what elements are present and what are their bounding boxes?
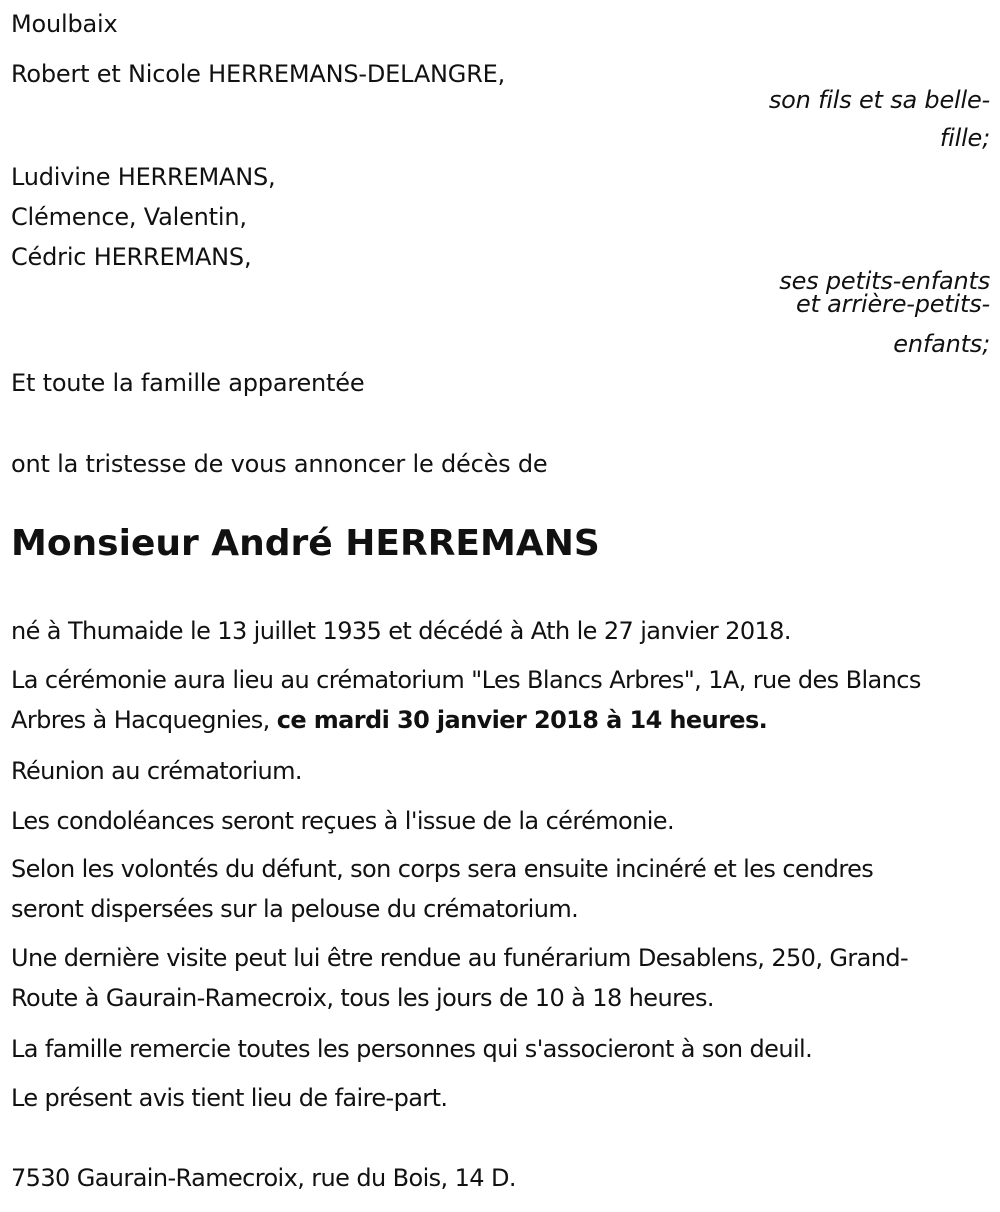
relation-label: et arrière-petits-: [795, 290, 990, 318]
extended-family: Et toute la famille apparentée: [11, 369, 365, 397]
ceremony: [11, 660, 971, 740]
birth-death: né à Thumaide le 13 juillet 1935 et décédé à Ath le 27 janvier 2018.: [11, 617, 791, 645]
location: Moulbaix: [11, 10, 118, 38]
family-member-name: Clémence, Valentin,: [11, 203, 247, 231]
family-member-name: Cédric HERREMANS,: [11, 243, 252, 271]
condolences: Les condoléances seront reçues à l'issue de la cérémonie.: [11, 807, 674, 835]
relation-label: son fils et sa belle-: [768, 86, 990, 114]
ceremony-text: La cérémonie aura lieu au crématorium "Les Blancs Arbres", 1A, rue des Blancs Arbres à Hacquegnies,: [11, 666, 921, 734]
deceased-name: Monsieur André HERREMANS: [11, 523, 600, 564]
wishes: Selon les volontés du défunt, son corps sera ensuite incinéré et les cendres seront dispersées sur la pelouse du crématorium.: [11, 855, 874, 923]
ceremony-date: ce mardi 30 janvier 2018 à 14 heures.: [276, 706, 768, 734]
relation-label: fille;: [939, 124, 990, 152]
family-member-name: Robert et Nicole HERREMANS-DELANGRE,: [11, 60, 506, 88]
relation-label: ses petits-enfants: [779, 267, 990, 295]
announcement: ont la tristesse de vous annoncer le décès de: [11, 450, 548, 478]
thanks: La famille remercie toutes les personnes qui s'associeront à son deuil.: [11, 1035, 813, 1063]
relation-label: enfants;: [893, 330, 990, 358]
meeting: Réunion au crématorium.: [11, 757, 302, 785]
family-member-name: Ludivine HERREMANS,: [11, 163, 276, 191]
notice: Le présent avis tient lieu de faire-part.: [11, 1084, 448, 1112]
address: 7530 Gaurain-Ramecroix, rue du Bois, 14 D.: [11, 1164, 516, 1192]
visit: Une dernière visite peut lui être rendue au funérarium Desablens, 250, Grand-Route à Gaurain-Ramecroix, tous les jours de 10 à 18 heures.: [11, 944, 909, 1012]
